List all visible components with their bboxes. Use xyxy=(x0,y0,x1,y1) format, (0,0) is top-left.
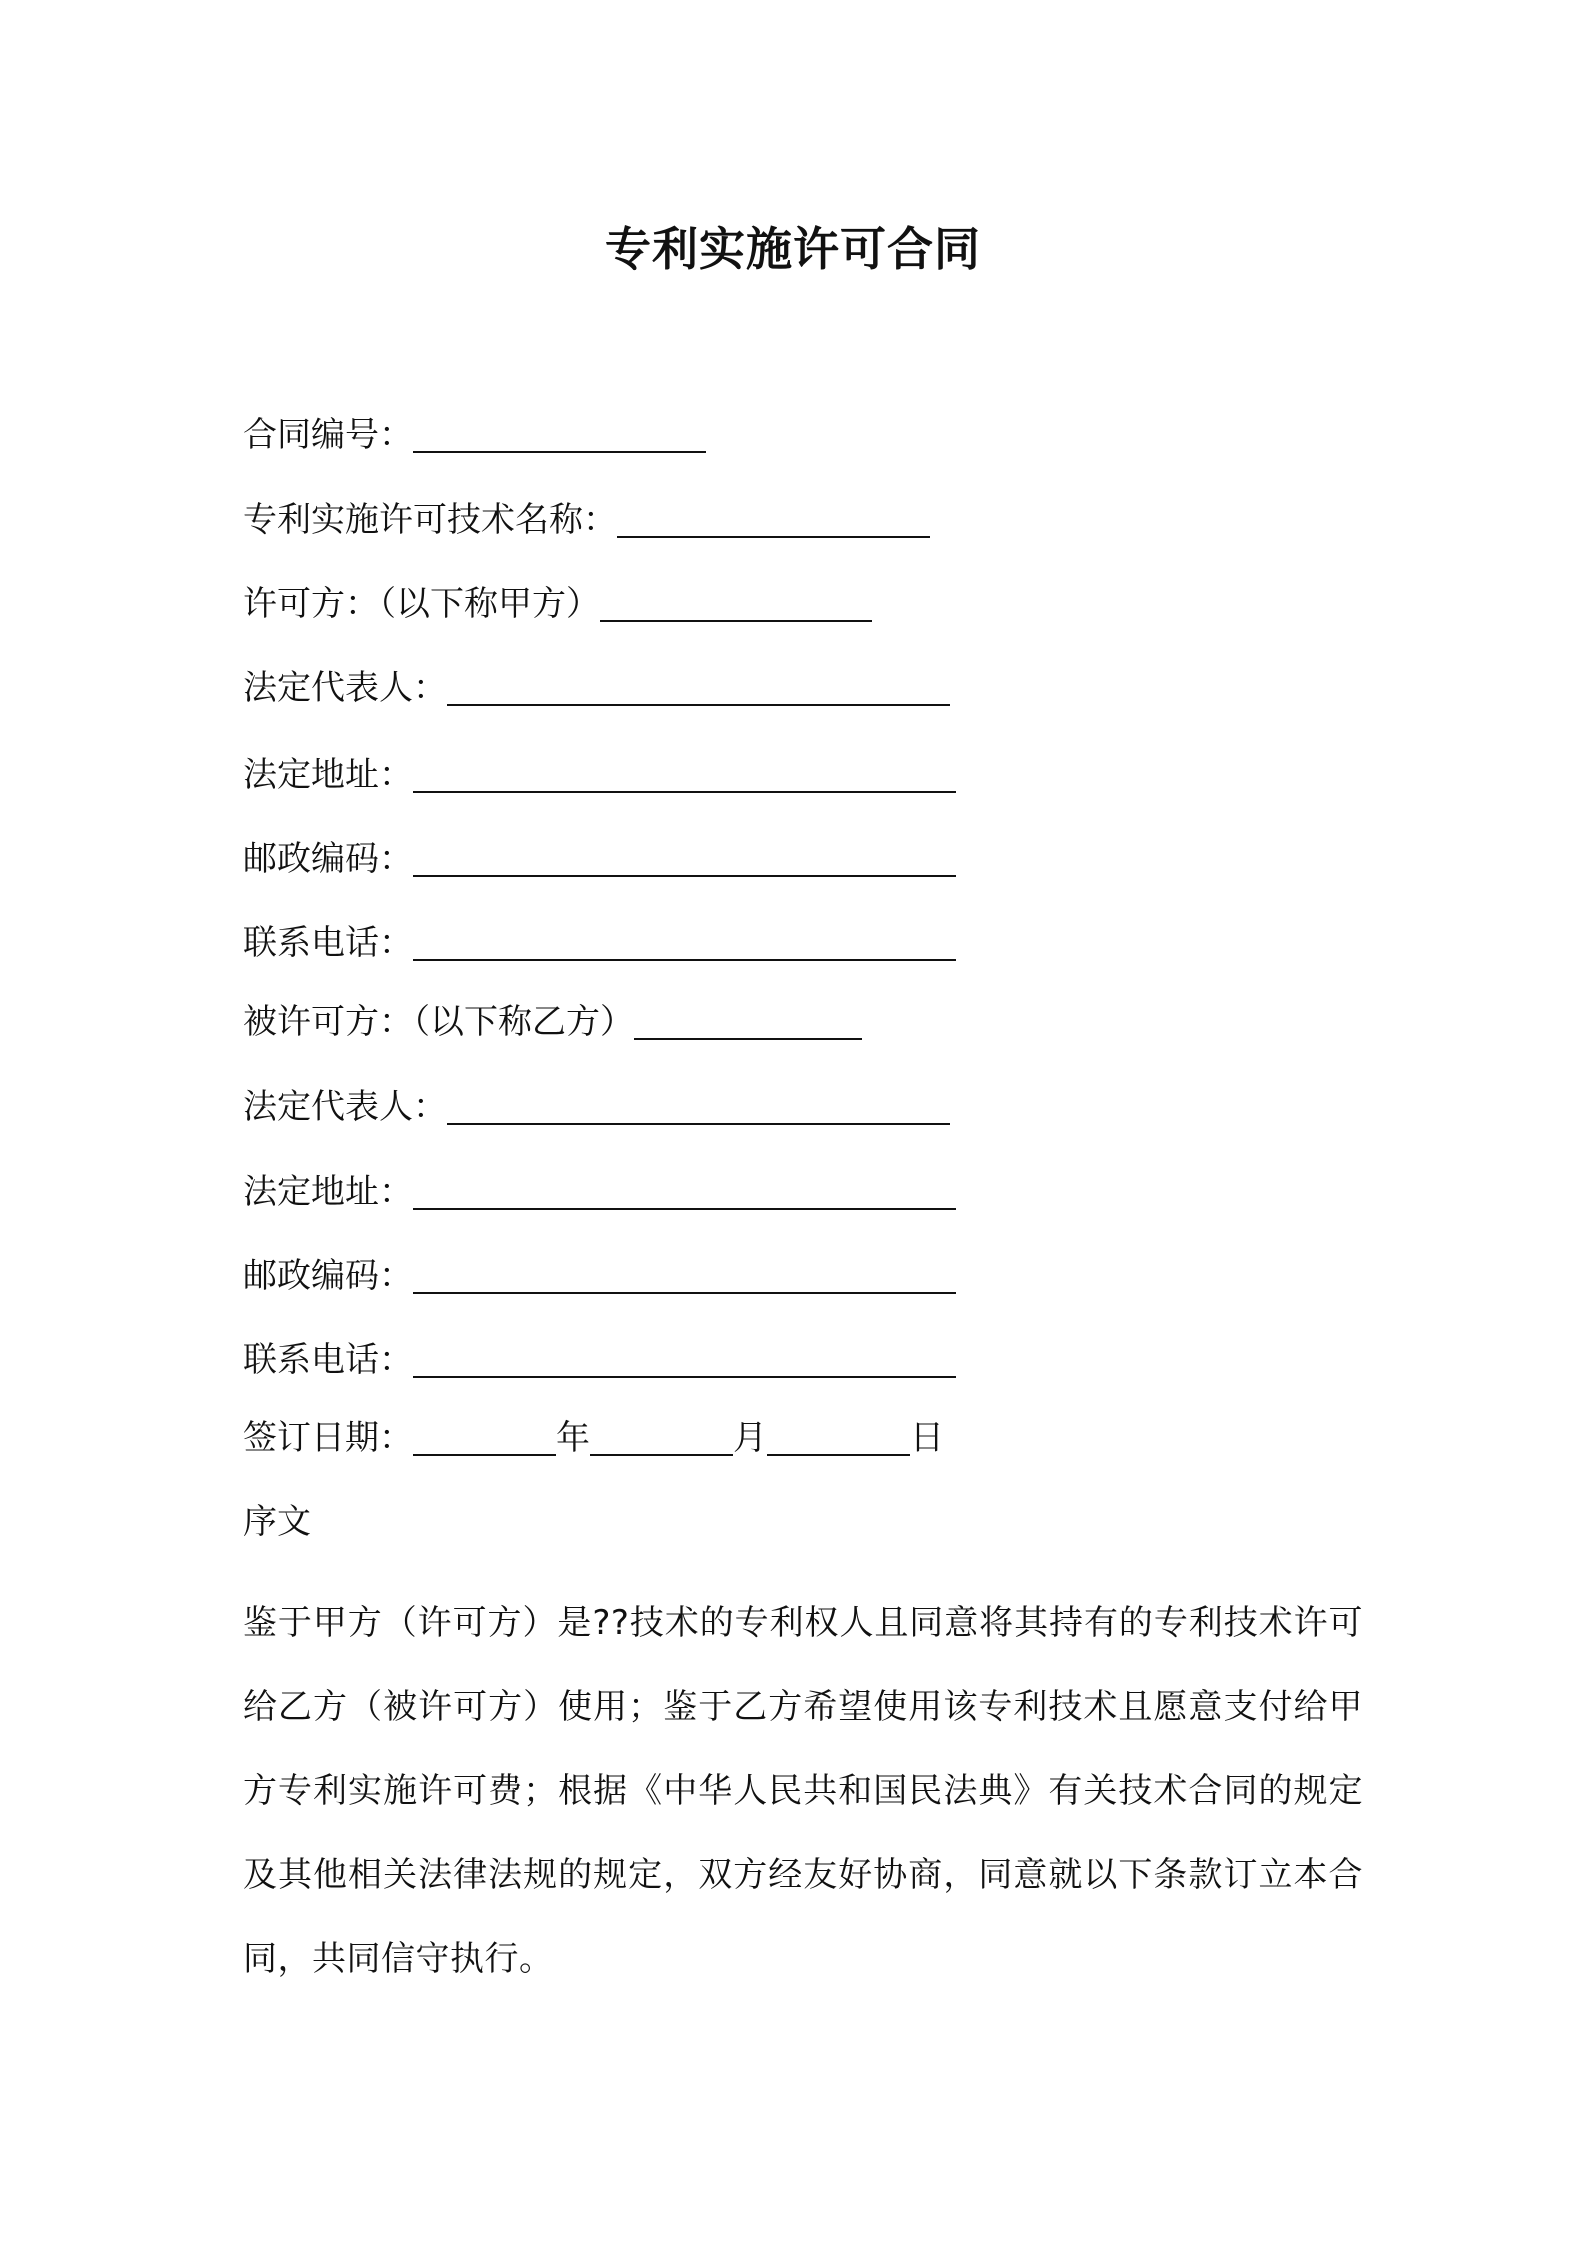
sign-year-blank[interactable] xyxy=(413,1426,556,1456)
licensor-address-blank[interactable] xyxy=(413,763,956,793)
licensee-postcode-label: 邮政编码： xyxy=(243,1256,413,1296)
contract-number-field xyxy=(243,415,706,455)
licensor-rep-field xyxy=(243,668,950,708)
licensor-postcode-blank[interactable] xyxy=(413,847,956,877)
licensor-phone-blank[interactable] xyxy=(413,931,956,961)
licensor-phone-label: 联系电话： xyxy=(243,923,413,963)
contract-number-label: 合同编号： xyxy=(243,415,413,455)
licensee-blank[interactable] xyxy=(634,1010,862,1040)
licensee-address-label: 法定地址： xyxy=(243,1172,413,1212)
year-label: 年 xyxy=(556,1418,590,1458)
month-label: 月 xyxy=(733,1418,767,1458)
licensee-address-blank[interactable] xyxy=(413,1180,956,1210)
licensor-address-label: 法定地址： xyxy=(243,755,413,795)
licensor-rep-label: 法定代表人： xyxy=(243,668,447,708)
document-title: 专利实施许可合同 xyxy=(605,222,981,276)
sign-date-label: 签订日期： xyxy=(243,1418,413,1458)
licensor-postcode-field xyxy=(243,839,956,879)
licensee-phone-field xyxy=(243,1340,956,1380)
licensee-phone-blank[interactable] xyxy=(413,1348,956,1378)
sign-day-blank[interactable] xyxy=(767,1426,910,1456)
licensee-postcode-field xyxy=(243,1256,956,1296)
licensee-postcode-blank[interactable] xyxy=(413,1264,956,1294)
sign-date-field xyxy=(243,1418,944,1458)
licensor-field xyxy=(243,584,872,624)
licensee-rep-blank[interactable] xyxy=(447,1095,950,1125)
licensor-address-field xyxy=(243,755,956,795)
preface-heading: 序文 xyxy=(243,1502,311,1542)
licensor-postcode-label: 邮政编码： xyxy=(243,839,413,879)
licensee-rep-label: 法定代表人： xyxy=(243,1087,447,1127)
licensor-rep-blank[interactable] xyxy=(447,676,950,706)
licensee-field xyxy=(243,1002,862,1042)
sign-month-blank[interactable] xyxy=(590,1426,733,1456)
day-label: 日 xyxy=(910,1418,944,1458)
preface-paragraph: 鉴于甲方（许可方）是??技术的专利权人且同意将其持有的专利技术许可给乙方（被许可方）使用；鉴于乙方希望使用该专利技术且愿意支付给甲方专利实施许可费；根据《中华人民共和国民法典》有关技术合同的规定及其他相关法律法规的规定，双方经友好协商，同意就以下条款订立本合同，共同信守执行。 xyxy=(243,1603,1363,1979)
licensor-label: 许可方：（以下称甲方） xyxy=(243,584,600,624)
licensee-address-field xyxy=(243,1172,956,1212)
contract-number-blank[interactable] xyxy=(413,423,706,453)
licensor-blank[interactable] xyxy=(600,592,872,622)
tech-name-blank[interactable] xyxy=(617,508,930,538)
licensee-rep-field xyxy=(243,1087,950,1127)
licensee-label: 被许可方：（以下称乙方） xyxy=(243,1002,634,1042)
tech-name-field xyxy=(243,500,930,540)
tech-name-label: 专利实施许可技术名称： xyxy=(243,500,617,540)
licensee-phone-label: 联系电话： xyxy=(243,1340,413,1380)
licensor-phone-field xyxy=(243,923,956,963)
